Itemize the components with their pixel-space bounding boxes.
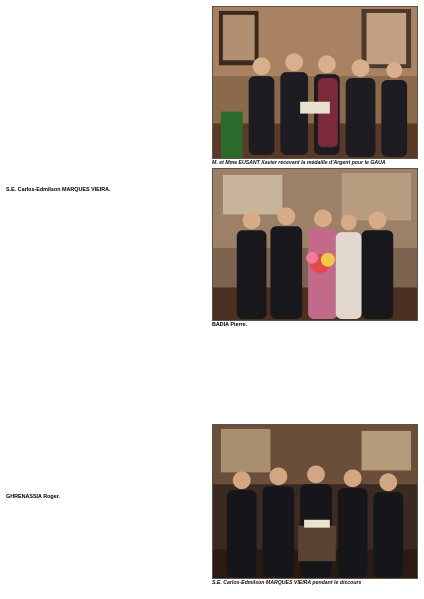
photo-caption-bottom: S.E. Carlos-Edmilson MARQUES VIEIRA pendant le discours — [212, 580, 362, 586]
photo-group-bouquet-image — [213, 169, 417, 320]
photo-group-bouquet — [212, 168, 418, 321]
section-heading-ghrenassia: GHRENASSIA Roger. — [6, 494, 61, 500]
section-heading-badia: BADIA Pierre. — [212, 322, 248, 328]
section-heading-marques-vieira: S.E. Carlos-Edmilson MARQUES VIEIRA. — [6, 187, 111, 193]
photo-caption-top: M. et Mme EUSANT Xavier recevant la médaille d'Argent pour le GAUA — [212, 160, 386, 166]
photo-medal-ceremony — [212, 6, 418, 159]
photo-speech-image — [213, 425, 417, 578]
photo-speech — [212, 424, 418, 579]
photo-medal-ceremony-image — [213, 7, 417, 158]
